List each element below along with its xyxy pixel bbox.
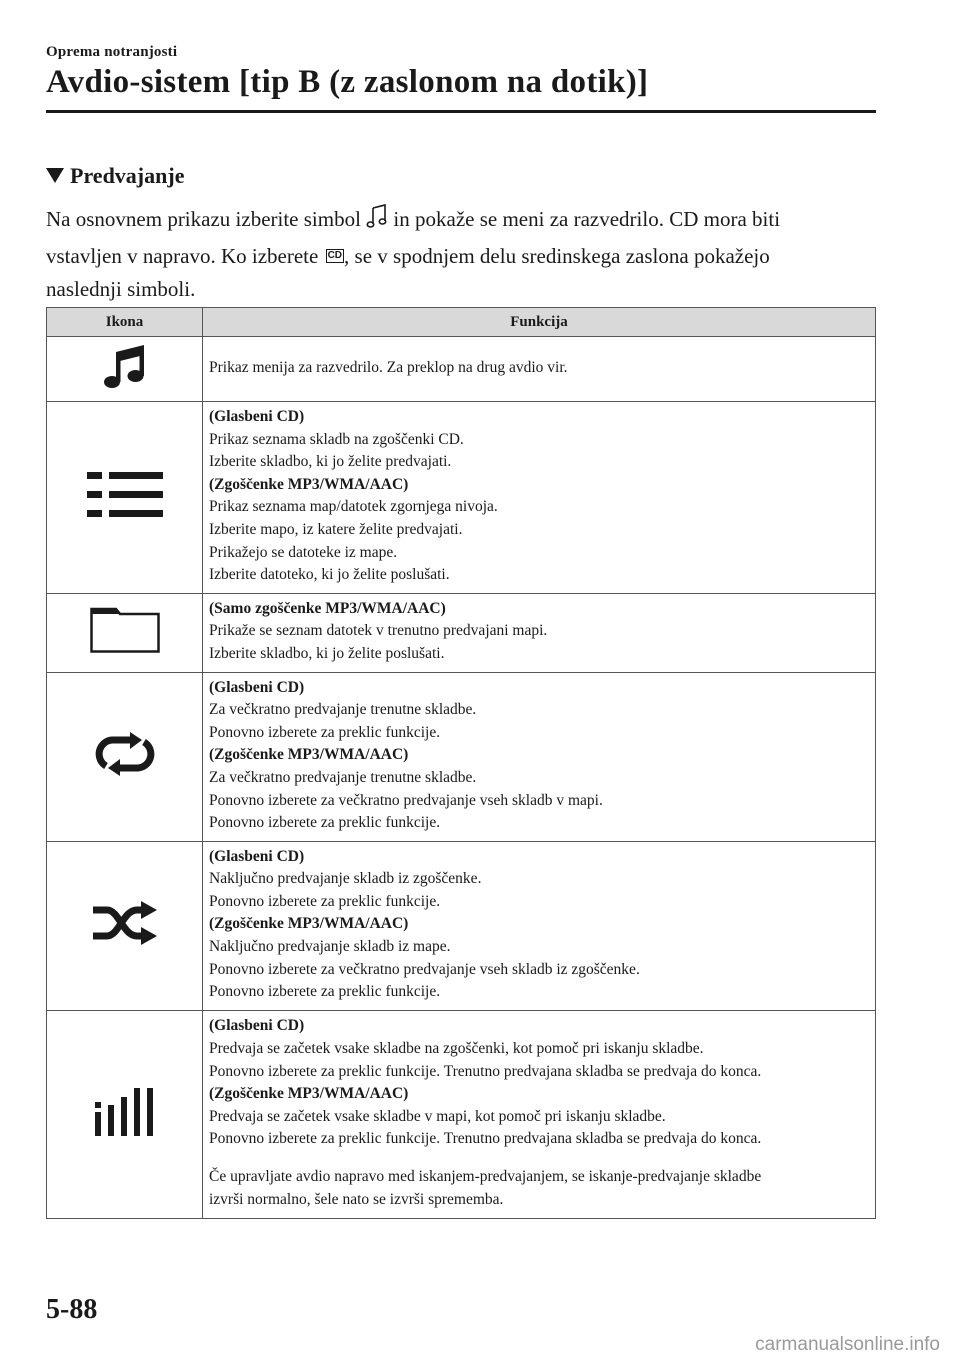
section-label: Oprema notranjosti — [46, 44, 178, 60]
note-text: Če upravljate avdio napravo med iskanjem-predvajanjem, se iskanje-predvajanje skladbe — [209, 1168, 762, 1186]
subheading-text: Predvajanje — [70, 163, 185, 188]
table-row — [47, 402, 876, 594]
category-label: (Zgoščenke MP3/WMA/AAC) — [209, 746, 409, 764]
icon-cell — [47, 402, 203, 594]
category-label: (Zgoščenke MP3/WMA/AAC) — [209, 915, 409, 933]
function-text: Ponovno izberete za preklic funkcije. Trenutno predvajana skladba se predvaja do konca. — [209, 1130, 762, 1148]
function-text: Za večkratno predvajanje trenutne skladbe. — [209, 768, 477, 786]
function-text: Ponovno izberete za večkratno predvajanje vseh skladb iz zgoščenke. — [209, 960, 640, 978]
function-text: Prikažejo se datoteke iz mape. — [209, 543, 398, 561]
function-text: Prikaz seznama skladb na zgoščenki CD. — [209, 430, 464, 448]
function-text: Ponovno izberete za preklic funkcije. Trenutno predvajana skladba se predvaja do konca. — [209, 1062, 762, 1080]
function-text: Naključno predvajanje skladb iz zgoščenke. — [209, 870, 482, 888]
intro-text-5: naslednji simboli. — [46, 277, 196, 301]
intro-paragraph — [46, 203, 876, 306]
function-text: Prikaz seznama map/datotek zgornjega nivoja. — [209, 498, 498, 516]
icon-cell — [47, 672, 203, 841]
note-text: izvrši normalno, šele nato se izvrši sprememba. — [209, 1190, 504, 1208]
table-row — [47, 337, 876, 402]
table-row — [47, 841, 876, 1010]
function-table — [46, 307, 876, 1219]
icon-cell — [47, 841, 203, 1010]
scan-icon — [95, 1088, 155, 1136]
function-text: Za večkratno predvajanje trenutne skladbe. — [209, 701, 477, 719]
function-cell — [203, 1010, 876, 1218]
folder-icon — [90, 607, 160, 653]
category-label: (Zgoščenke MP3/WMA/AAC) — [209, 1085, 409, 1103]
icon-cell — [47, 593, 203, 672]
triangle-down-icon — [46, 163, 64, 189]
header-function: Funkcija — [203, 308, 876, 337]
function-cell — [203, 672, 876, 841]
function-text: Ponovno izberete za preklic funkcije. — [209, 983, 441, 1001]
icon-cell — [47, 337, 203, 402]
function-text: Izberite datoteko, ki jo želite poslušati. — [209, 566, 450, 584]
intro-text-2: in pokaže se meni za razvedrilo. CD mora biti — [393, 207, 781, 231]
title-rule — [46, 110, 876, 113]
function-text: Prikaz menija za razvedrilo. Za preklop na drug avdio vir. — [209, 358, 568, 376]
function-cell — [203, 593, 876, 672]
function-text: Ponovno izberete za preklic funkcije. — [209, 814, 441, 832]
cd-icon: CD — [327, 250, 343, 261]
function-text: Izberite skladbo, ki jo želite predvajati. — [209, 453, 452, 471]
function-text: Naključno predvajanje skladb iz mape. — [209, 938, 451, 956]
intro-text-4: , se v spodnjem delu sredinskega zaslona pokažejo — [344, 244, 770, 268]
music-note-icon — [366, 204, 388, 240]
header-icon: Ikona — [47, 308, 203, 337]
table-row — [47, 672, 876, 841]
watermark: carmanualsonline.info — [755, 1334, 940, 1355]
repeat-icon — [92, 732, 158, 776]
category-label: (Glasbeni CD) — [209, 1017, 305, 1035]
table-row — [47, 1010, 876, 1218]
function-text: Predvaja se začetek vsake skladbe na zgoščenki, kot pomoč pri iskanju skladbe. — [209, 1040, 704, 1058]
category-label: (Glasbeni CD) — [209, 678, 305, 696]
table-row — [47, 593, 876, 672]
category-label: (Glasbeni CD) — [209, 408, 305, 425]
category-label: (Glasbeni CD) — [209, 847, 305, 865]
icon-cell — [47, 1010, 203, 1218]
chapter-title: Avdio-sistem [tip B (z zaslonom na dotik)] — [46, 64, 649, 100]
function-cell — [203, 402, 876, 594]
category-label: (Samo zgoščenke MP3/WMA/AAC) — [209, 599, 446, 617]
function-text: Izberite skladbo, ki jo želite poslušati. — [209, 644, 445, 662]
function-cell — [203, 337, 876, 402]
category-label: (Zgoščenke MP3/WMA/AAC) — [209, 475, 409, 493]
intro-text-3: vstavljen v napravo. Ko izberete — [46, 244, 319, 268]
function-text: Ponovno izberete za večkratno predvajanje vseh skladb v mapi. — [209, 791, 603, 809]
function-text: Izberite mapo, iz katere želite predvajati. — [209, 520, 463, 538]
page-number: 5-88 — [46, 1294, 98, 1325]
subheading — [46, 163, 184, 189]
function-text: Ponovno izberete za preklic funkcije. — [209, 892, 441, 910]
function-cell — [203, 841, 876, 1010]
list-icon — [87, 470, 163, 520]
function-text: Prikaže se seznam datotek v trenutno predvajani mapi. — [209, 622, 548, 640]
intro-text-1: Na osnovnem prikazu izberite simbol — [46, 207, 361, 231]
music-note-icon — [100, 342, 150, 392]
function-text: Ponovno izberete za preklic funkcije. — [209, 723, 441, 741]
shuffle-icon — [91, 901, 159, 945]
function-text: Predvaja se začetek vsake skladbe v mapi, kot pomoč pri iskanju skladbe. — [209, 1107, 666, 1125]
